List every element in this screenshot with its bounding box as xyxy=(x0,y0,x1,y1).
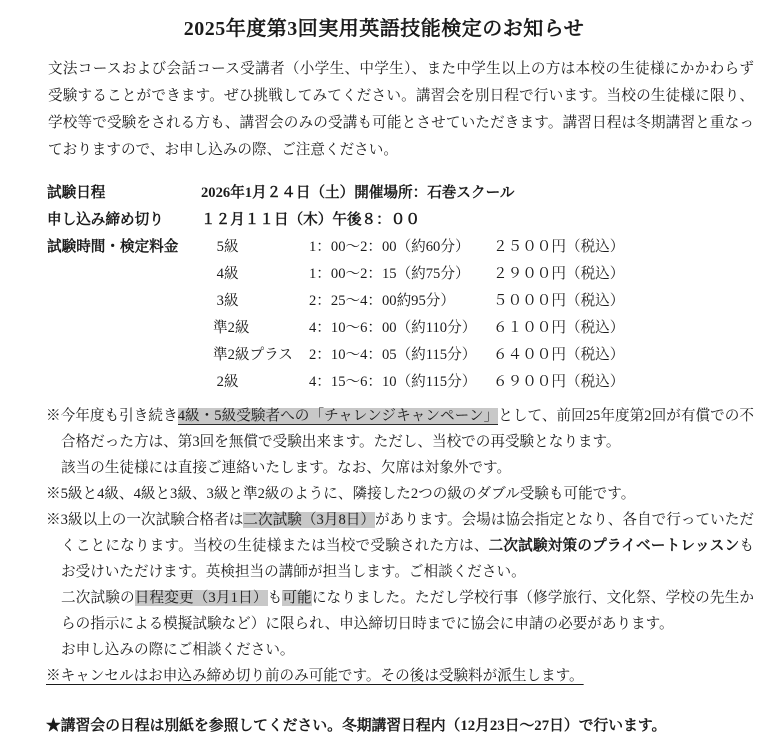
note-reschedule-followup: お申し込みの際にご相談ください。 xyxy=(61,642,295,658)
reschedule-date-highlight: 日程変更（3月1日） xyxy=(134,590,268,606)
note-text: も xyxy=(267,590,283,606)
fee-time: 1：00～2：15（約75分） xyxy=(309,266,470,282)
note-reschedule xyxy=(61,585,754,637)
note-cancel-policy xyxy=(46,663,754,689)
fee-level: 4級 xyxy=(213,266,239,282)
note-text: ※3級以上の一次試験合格者は xyxy=(46,512,244,528)
fee-price: ６１００円（税込） xyxy=(493,320,625,336)
secondary-exam-date-highlight: 二次試験（3月8日） xyxy=(243,512,376,528)
page-title: 2025年度第3回実用英語技能検定のお知らせ xyxy=(183,18,585,40)
fee-price: ２９００円（税込） xyxy=(493,266,625,282)
fee-time: 4：10～6：00（約110分） xyxy=(309,320,477,336)
schedule-fees-row xyxy=(47,234,758,396)
fee-row xyxy=(201,234,758,261)
note-double-exam: ※5級と4級、4級と3級、3級と準2級のように、隣接した2つの級のダブル受験も可能です。 xyxy=(46,486,636,502)
private-lesson-bold-text: 二次試験対策のプライベートレッスン xyxy=(488,538,740,554)
cancel-policy-underlined-text: ※キャンセルはお申込み締め切り前のみ可能です。その後は受験料が派生します。 xyxy=(46,668,584,684)
fee-price: ６４００円（税込） xyxy=(493,347,625,363)
schedule-deadline-row xyxy=(47,207,758,234)
fee-row xyxy=(201,261,758,288)
fee-level: 3級 xyxy=(213,293,239,309)
note-secondary-exam xyxy=(46,507,754,585)
fee-time: 2：25～4：00約95分） xyxy=(309,293,455,309)
fee-time: 2：10～4：05（約115分） xyxy=(309,347,477,363)
fee-time: 1：00～2：00（約60分） xyxy=(309,239,470,255)
notes-section xyxy=(46,403,754,689)
schedule-deadline-value: １２月１１日（木）午後８：００ xyxy=(201,212,420,228)
note-text: があります。会場は協会指定となり、各自で行っていただくことになります。当校の生徒様または当校で受験された方は、 xyxy=(61,512,754,554)
schedule-section xyxy=(47,180,758,396)
note-text: として、前回25年度第2回が有償での不合格だった方は、第3回を無償で受験出来ます。ただし、当校での再受験となります。 xyxy=(61,408,754,450)
fee-price: ６９００円（税込） xyxy=(493,374,625,390)
campaign-highlight: 4級・5級受験者への「チャレンジキャンペーン」 xyxy=(177,408,499,424)
schedule-date-row xyxy=(47,180,758,207)
schedule-fees-label: 試験時間・検定料金 xyxy=(47,239,179,255)
fee-table xyxy=(201,234,758,396)
fee-level: 5級 xyxy=(213,239,239,255)
note-text: になりました。ただし学校行事（修学旅行、文化祭、学校の先生からの指示による模擬試験など）に限られ、申込締切日時までに協会に申請の必要があります。 xyxy=(61,590,754,632)
fee-level: 2級 xyxy=(213,374,239,390)
fee-price: ２５００円（税込） xyxy=(493,239,625,255)
schedule-date-label: 試験日程 xyxy=(47,185,106,201)
footer-lecture-note: ★講習会の日程は別紙を参照してください。冬期講習日程内（12月23日～27日）で行います。 xyxy=(46,718,667,734)
schedule-deadline-label: 申し込み締め切り xyxy=(47,212,164,228)
note-challenge-campaign-followup: 該当の生徒様には直接ご連絡いたします。なお、欠席は対象外です。 xyxy=(61,460,512,476)
fee-level: 準2級プラス xyxy=(213,347,293,363)
fee-price: ５０００円（税込） xyxy=(493,293,625,309)
fee-time: 4：15～6：10（約115分） xyxy=(309,374,477,390)
reschedule-possible-highlight: 可能 xyxy=(282,590,312,606)
fee-row xyxy=(201,369,758,396)
fee-row xyxy=(201,288,758,315)
schedule-date-value: 2026年1月２４日（土）開催場所：石巻スクール xyxy=(201,185,515,201)
note-challenge-campaign xyxy=(46,403,754,455)
fee-level: 準2級 xyxy=(213,320,250,336)
note-text: もお受けいただけます。英検担当の講師が担当します。ご相談ください。 xyxy=(61,538,754,580)
fee-row xyxy=(201,315,758,342)
fee-row xyxy=(201,342,758,369)
note-text: ※今年度も引き続き xyxy=(46,408,178,424)
note-text: 二次試験の xyxy=(61,590,135,606)
intro-paragraph: 文法コースおよび会話コース受講者（小学生、中学生）、また中学生以上の方は本校の生徒様にかかわらず受験することができます。ぜひ挑戦してみてください。講習会を別日程で行います。当校の生徒様に限り、学校等で受験をされる方も、講習会のみの受講も可能とさせていただきます。講習日程は冬期講習と重なっておりますので、お申し込みの際、ご注意ください。 xyxy=(48,61,754,158)
